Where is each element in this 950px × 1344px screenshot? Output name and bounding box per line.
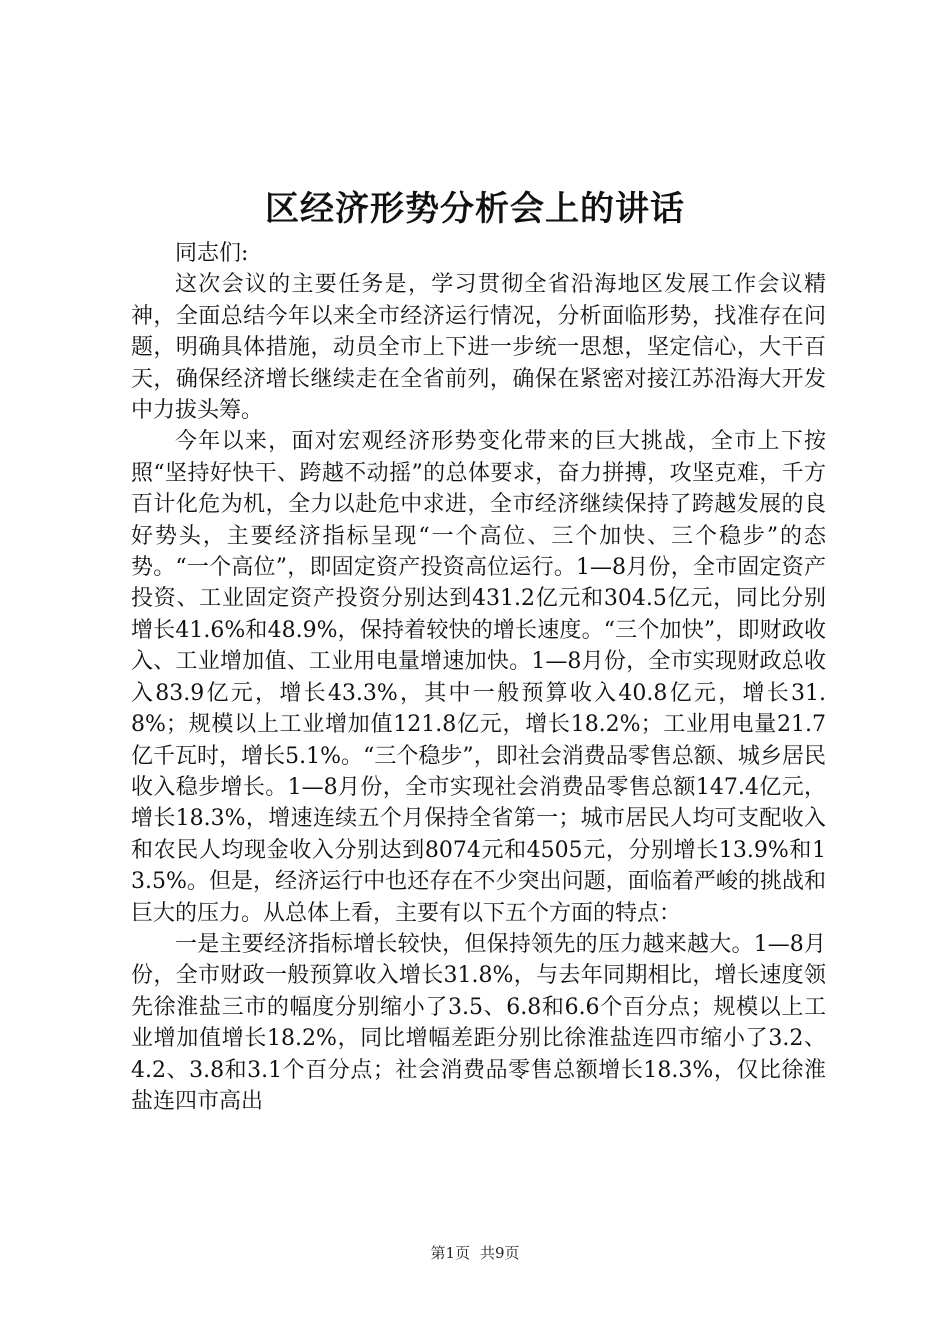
greeting: 同志们: xyxy=(175,241,249,266)
document-body xyxy=(131,238,826,1117)
page-number: 第1页 xyxy=(430,1244,470,1262)
page-total: 共9页 xyxy=(480,1244,520,1262)
document-title: 区经济形势分析会上的讲话 xyxy=(265,189,685,229)
page-footer xyxy=(0,1243,950,1263)
paragraph-point-one: 一是主要经济指标增长较快，但保持领先的压力越来越大。1—8月份，全市财政一般预算收入增长31.8%，与去年同期相比，增长速度领先徐淮盐三市的幅度分别缩小了3.5、6.8和6.6个百分点；规模以上工业增加值增长18.2%，同比增幅差距分别比徐淮盐连四市缩小了3.2、4.2、3.8和3.1个百分点；社会消费品零售总额增长18.3%，仅比徐淮盐连四市高出 xyxy=(131,931,826,1114)
paragraph-meeting-tasks: 这次会议的主要任务是，学习贯彻全省沿海地区发展工作会议精神，全面总结今年以来全市经济运行情况，分析面临形势，找准存在问题，明确具体措施，动员全市上下进一步统一思想，坚定信心，大干百天，确保经济增长继续走在全省前列，确保在紧密对接江苏沿海大开发中力拔头筹。 xyxy=(131,272,826,424)
paragraph-economic-overview: 今年以来，面对宏观经济形势变化带来的巨大挑战，全市上下按照“坚持好快干、跨越不动摇”的总体要求，奋力拼搏，攻坚克难，千方百计化危为机，全力以赴危中求进，全市经济继续保持了跨越发展的良好势头，主要经济指标呈现“一个高位、三个加快、三个稳步”的态势。“一个高位”，即固定资产投资高位运行。1—8月份，全市固定资产投资、工业固定资产投资分别达到431.2亿元和304.5亿元，同比分别增长41.6%和48.9%，保持着较快的增长速度。“三个加快”，即财政收入、工业增加值、工业用电量增速加快。1—8月份，全市实现财政总收入83.9亿元，增长43.3%，其中一般预算收入40.8亿元，增长31.8%；规模以上工业增加值121.8亿元，增长18.2%；工业用电量21.7亿千瓦时，增长5.1%。“三个稳步”，即社会消费品零售总额、城乡居民收入稳步增长。1—8月份，全市实现社会消费品零售总额147.4亿元，增长18.3%，增速连续五个月保持全省第一；城市居民人均可支配收入和农民人均现金收入分别达到8074元和4505元，分别增长13.9%和13.5%。但是，经济运行中也还存在不少突出问题，面临着严峻的挑战和巨大的压力。从总体上看，主要有以下五个方面的特点： xyxy=(131,429,826,926)
